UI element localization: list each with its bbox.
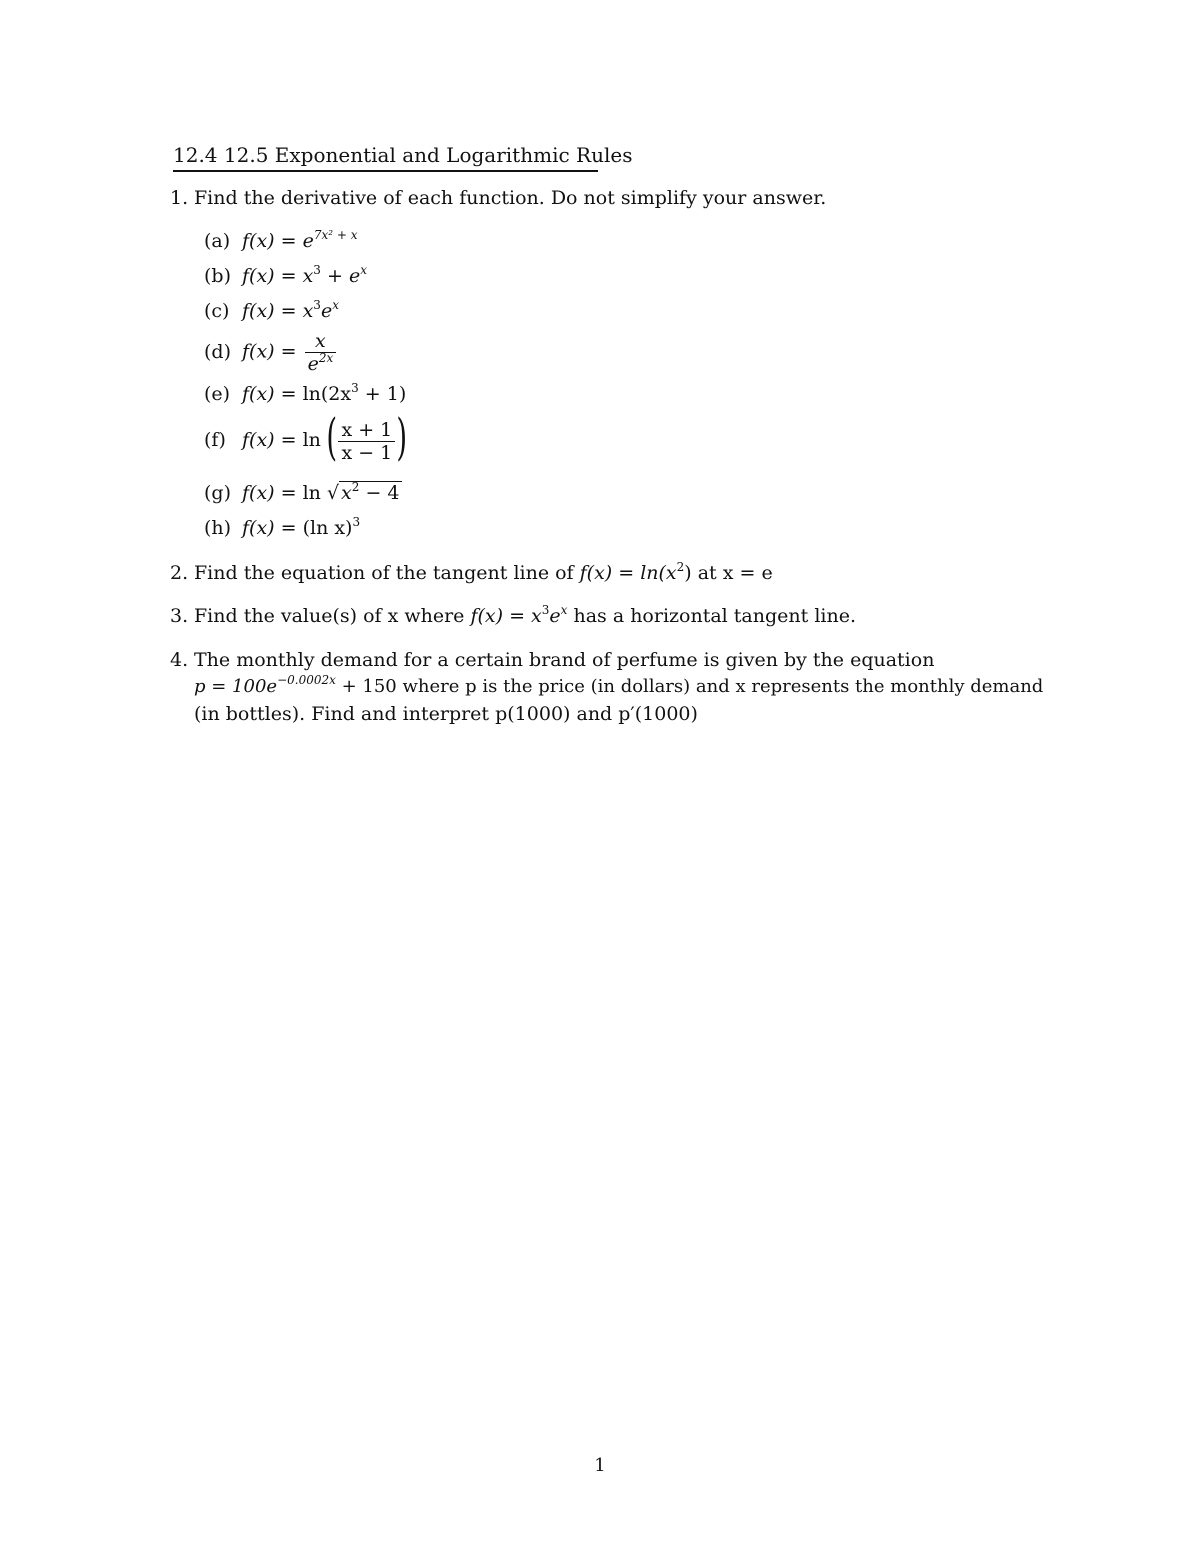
part-e: [204, 383, 406, 405]
question-text: (in bottles). Find and interpret p(1000) and p′(1000): [194, 703, 698, 725]
exponent: 2: [676, 560, 685, 574]
part-b: [204, 265, 367, 287]
question-4: [170, 649, 934, 671]
function-lhs: f(x) =: [242, 340, 303, 363]
question-number: 4.: [170, 649, 189, 671]
math-expression: f(x) = x: [470, 605, 542, 627]
numerator: x: [315, 330, 326, 352]
term: e: [348, 265, 361, 287]
question-1: [170, 187, 826, 209]
exponent: x: [360, 263, 367, 277]
question-text: + 150 where p is the price (in dollars) and x represents the monthly demand: [335, 676, 1044, 697]
question-number: 2.: [170, 562, 189, 584]
part-h: [204, 517, 360, 539]
function-name: ln: [302, 482, 327, 504]
question-text: Find the equation of the tangent line of: [194, 562, 580, 584]
radicand: x: [341, 482, 352, 504]
fraction: [338, 419, 395, 464]
math-expression: p = 100e: [194, 676, 278, 697]
exponent: −0.0002x: [277, 673, 336, 687]
numerator: x + 1: [341, 418, 393, 441]
left-paren: (: [326, 408, 338, 466]
part-c: [204, 300, 339, 322]
exponent: 3: [541, 603, 550, 617]
question-3: [170, 605, 856, 627]
expression: ln(2x: [302, 383, 352, 405]
exponent: x: [560, 603, 568, 617]
fraction: [305, 330, 337, 375]
function-lhs: f(x) =: [242, 383, 303, 405]
expression: + 1): [358, 383, 407, 405]
math-expression: f(x) = ln(x: [579, 562, 677, 584]
denominator: x − 1: [338, 441, 395, 464]
function-lhs: f(x) =: [242, 300, 303, 322]
function-name: ln: [302, 429, 327, 451]
term: e: [320, 300, 333, 322]
question-4-line-2: [194, 673, 1044, 697]
page-number: 1: [594, 1455, 606, 1476]
question-text: Find the derivative of each function. Do not simplify your answer.: [194, 187, 827, 209]
function-lhs: f(x) =: [242, 482, 303, 504]
part-label: (h): [204, 517, 232, 539]
part-a: [204, 230, 358, 252]
part-label: (e): [204, 383, 231, 405]
math-expression: e: [549, 605, 561, 627]
question-number: 1.: [170, 187, 189, 209]
expression: (ln x): [302, 517, 353, 539]
part-label: (g): [204, 482, 231, 504]
part-label: (f): [204, 429, 226, 451]
question-number: 3.: [170, 605, 189, 627]
operator: +: [320, 265, 349, 287]
question-text: has a horizontal tangent line.: [567, 605, 856, 627]
exponent: x: [332, 298, 339, 312]
denominator: e: [307, 353, 319, 375]
question-2: [170, 562, 773, 584]
radical-sign: √: [326, 482, 340, 504]
question-text: ) at x = e: [684, 562, 773, 584]
part-label: (d): [204, 340, 231, 363]
term: x: [302, 300, 314, 322]
exponent: 2x: [318, 351, 334, 365]
function-lhs: f(x) =: [242, 230, 303, 252]
function-lhs: f(x) =: [242, 265, 303, 287]
exponent: 3: [351, 381, 359, 395]
right-paren: ): [396, 408, 408, 466]
part-f: [204, 408, 408, 466]
question-text: The monthly demand for a certain brand of perfume is given by the equation: [194, 649, 935, 671]
exponent: 2: [351, 480, 360, 494]
function-lhs: f(x) =: [242, 429, 303, 451]
base: e: [302, 230, 314, 252]
part-label: (a): [204, 230, 231, 252]
question-text: Find the value(s) of x where: [194, 605, 471, 627]
exponent: 3: [352, 515, 361, 529]
exponent: 3: [313, 298, 321, 312]
page-title: 12.4 12.5 Exponential and Logarithmic Rules: [173, 143, 633, 167]
exponent: 7x² + x: [313, 228, 358, 242]
term: x: [302, 265, 314, 287]
function-lhs: f(x) =: [242, 517, 303, 539]
part-g: [204, 482, 402, 504]
exponent: 3: [313, 263, 321, 277]
radicand: − 4: [359, 482, 400, 504]
part-label: (c): [204, 300, 230, 322]
question-4-line-3: [194, 703, 698, 725]
part-d: [204, 330, 338, 375]
square-root: [327, 482, 402, 504]
part-label: (b): [204, 265, 231, 287]
title-underline: [173, 170, 598, 172]
